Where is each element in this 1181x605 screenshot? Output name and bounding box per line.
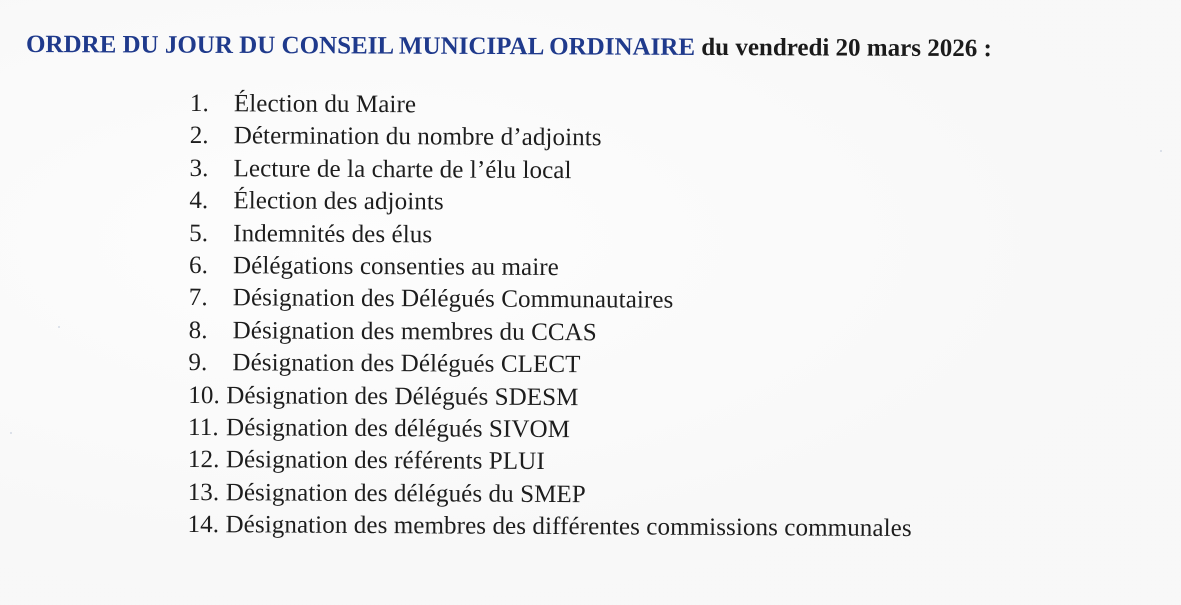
agenda-item-number: 8. [188,316,208,344]
scan-speck [58,326,60,328]
agenda-item-12 [188,444,912,480]
agenda-item-text: Désignation des délégués du SMEP [225,478,586,508]
agenda-item-14 [187,509,911,545]
agenda-item-number: 12. [187,446,220,474]
agenda-item-number: 6. [188,251,209,280]
agenda-item-text: Élection du Maire [233,90,417,119]
agenda-item-number: 2. [189,122,209,150]
agenda-item-text: Lecture de la charte de l’élu local [233,155,572,184]
agenda-item-text: Détermination du nombre d’adjoints [233,122,602,152]
agenda-item-text: Élection des adjoints [233,187,444,216]
agenda-item-7 [189,282,913,318]
agenda-item-number: 5. [189,219,209,247]
agenda-item-text: Désignation des membres des différentes commissions communales [225,511,912,543]
scan-speck [1160,150,1162,152]
agenda-item-5 [189,218,913,254]
agenda-item-number: 7. [188,284,208,312]
agenda-item-text: Désignation des membres du CCAS [232,316,597,347]
agenda-list [187,88,914,546]
agenda-item-number: 1. [189,89,209,118]
agenda-item-text: Désignation des Délégués CLECT [232,349,581,379]
agenda-item-text: Désignation des délégués SIVOM [226,414,571,444]
agenda-item-11 [188,412,912,448]
agenda-item-8 [189,315,913,351]
agenda-item-13 [188,477,912,513]
agenda-item-number: 3. [189,154,209,182]
agenda-item-text: Désignation des Délégués SDESM [226,381,579,411]
agenda-item-9 [188,347,912,383]
agenda-item-2 [190,120,914,156]
agenda-item-1 [190,88,914,124]
agenda-item-4 [189,185,913,221]
agenda-item-text: Désignation des Délégués Communautaires [232,284,674,315]
agenda-item-text: Indemnités des élus [233,219,433,248]
agenda-item-number: 11. [188,413,219,442]
agenda-item-10 [188,380,912,416]
scan-speck [10,432,12,434]
agenda-item-number: 10. [188,381,220,409]
title-main: ORDRE DU JOUR DU CONSEIL MUNICIPAL ORDINAIRE [25,31,696,61]
agenda-item-number: 14. [187,511,220,539]
page-title [26,28,1166,67]
agenda-item-number: 13. [187,478,220,506]
agenda-item-number: 4. [189,187,209,215]
agenda-item-text: Désignation des référents PLUI [225,446,545,476]
agenda-item-number: 9. [188,349,208,377]
agenda-item-6 [189,250,913,286]
title-date: du vendredi 20 mars 2026 : [701,33,992,63]
agenda-item-3 [189,153,913,189]
agenda-item-text: Délégations consenties au maire [232,252,559,282]
